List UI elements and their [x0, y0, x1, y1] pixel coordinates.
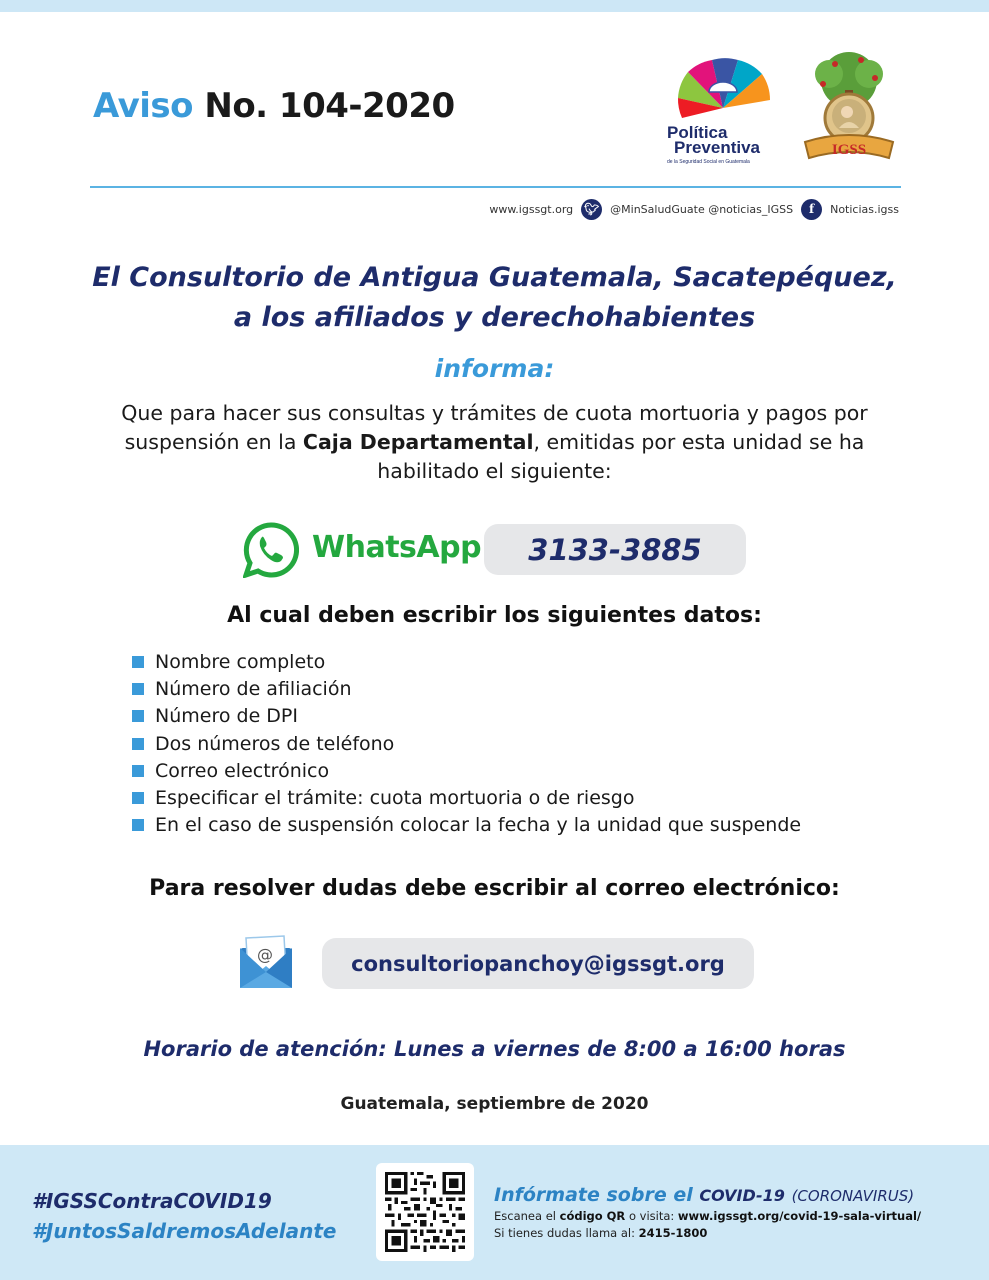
- bullet-square-icon: [132, 765, 144, 777]
- required-data-title: Al cual deben escribir los siguientes datos:: [227, 603, 762, 628]
- covid-phone-line: Si tienes dudas llama al: 2415-1800: [494, 1226, 708, 1240]
- covid-url-link[interactable]: www.igssgt.org/covid-19-sala-virtual/: [677, 1209, 922, 1223]
- headline-line-1: El Consultorio de Antigua Guatemala, Sacatepéquez,: [92, 262, 897, 293]
- issue-date: Guatemala, septiembre de 2020: [340, 1094, 649, 1114]
- list-item: Número de DPI: [132, 703, 801, 730]
- email-envelope-icon: [236, 932, 298, 994]
- qr-code[interactable]: [376, 1163, 474, 1261]
- bullet-square-icon: [132, 683, 144, 695]
- list-item: Especificar el trámite: cuota mortuoria o de riesgo: [132, 784, 801, 811]
- whatsapp-number[interactable]: 3133-3885: [484, 524, 746, 575]
- logo-igss-text: IGSS: [831, 142, 867, 158]
- bullet-square-icon: [132, 710, 144, 722]
- covid-info: [494, 1184, 921, 1240]
- intro-bold: Caja Departamental: [302, 430, 534, 454]
- twitter-icon: 🐦︎: [581, 199, 602, 220]
- whatsapp-label: WhatsApp: [312, 530, 482, 565]
- top-accent-bar: [0, 0, 989, 12]
- facebook-icon: f: [801, 199, 822, 220]
- required-data-list: [132, 648, 801, 839]
- covid-heading: Infórmate sobre el COVID-19 (CORONAVIRUS): [494, 1184, 915, 1206]
- covid-phone-number[interactable]: 2415-1800: [638, 1226, 708, 1240]
- intro-text-1: Que para hacer sus consultas y trámites de cuota mortuoria y pagos por suspensión en la: [121, 401, 868, 454]
- logo-pp-line2: Preventiva: [674, 138, 760, 157]
- whatsapp-icon: [243, 522, 299, 578]
- informa-label: informa:: [434, 354, 555, 383]
- facebook-handle[interactable]: Noticias.igss: [830, 202, 899, 216]
- footer-hashtags: [32, 1186, 336, 1246]
- list-item: Número de afiliación: [132, 675, 801, 702]
- qr-code-icon: [385, 1172, 465, 1252]
- logo-pp-sub: de la Seguridad Social en Guatemala: [667, 159, 750, 165]
- header-divider: [90, 186, 901, 188]
- notice-title-word: Aviso: [93, 86, 194, 126]
- politica-preventiva-logo: [664, 52, 782, 170]
- hashtag-juntos-saldremos: #JuntosSaldremosAdelante: [32, 1219, 337, 1243]
- hashtag-igss-contra-covid: #IGSSContraCOVID19: [32, 1189, 272, 1213]
- list-item: Correo electrónico: [132, 757, 801, 784]
- covid-scan-line: Escanea el código QR o visita: www.igssgt.org/covid-19-sala-virtual/: [494, 1209, 922, 1223]
- intro-text-2: , emitidas por esta unidad se ha habilitado el siguiente:: [377, 430, 865, 483]
- list-item: En el caso de suspensión colocar la fecha y la unidad que suspende: [132, 812, 801, 839]
- twitter-handles[interactable]: @MinSaludGuate @noticias_IGSS: [610, 202, 794, 216]
- notice-title-number: No. 104-2020: [204, 86, 455, 126]
- website-link[interactable]: www.igssgt.org: [489, 202, 574, 216]
- intro-paragraph: [112, 399, 877, 486]
- bullet-square-icon: [132, 738, 144, 750]
- bullet-square-icon: [132, 819, 144, 831]
- contact-title: Para resolver dudas debe escribir al correo electrónico:: [149, 876, 840, 901]
- igss-logo: [795, 46, 903, 170]
- logo-pp-line1: Política: [667, 123, 728, 142]
- list-item: Dos números de teléfono: [132, 730, 801, 757]
- office-hours: Horario de atención: Lunes a viernes de 8:00 a 16:00 horas: [143, 1037, 846, 1061]
- list-item: Nombre completo: [132, 648, 801, 675]
- bullet-square-icon: [132, 656, 144, 668]
- social-links: [489, 198, 899, 220]
- headline-line-2: a los afiliados y derechohabientes: [233, 302, 756, 333]
- contact-email[interactable]: consultoriopanchoy@igssgt.org: [322, 938, 754, 989]
- notice-title: [93, 86, 455, 126]
- bullet-square-icon: [132, 792, 144, 804]
- svg-text:@: @: [257, 945, 273, 964]
